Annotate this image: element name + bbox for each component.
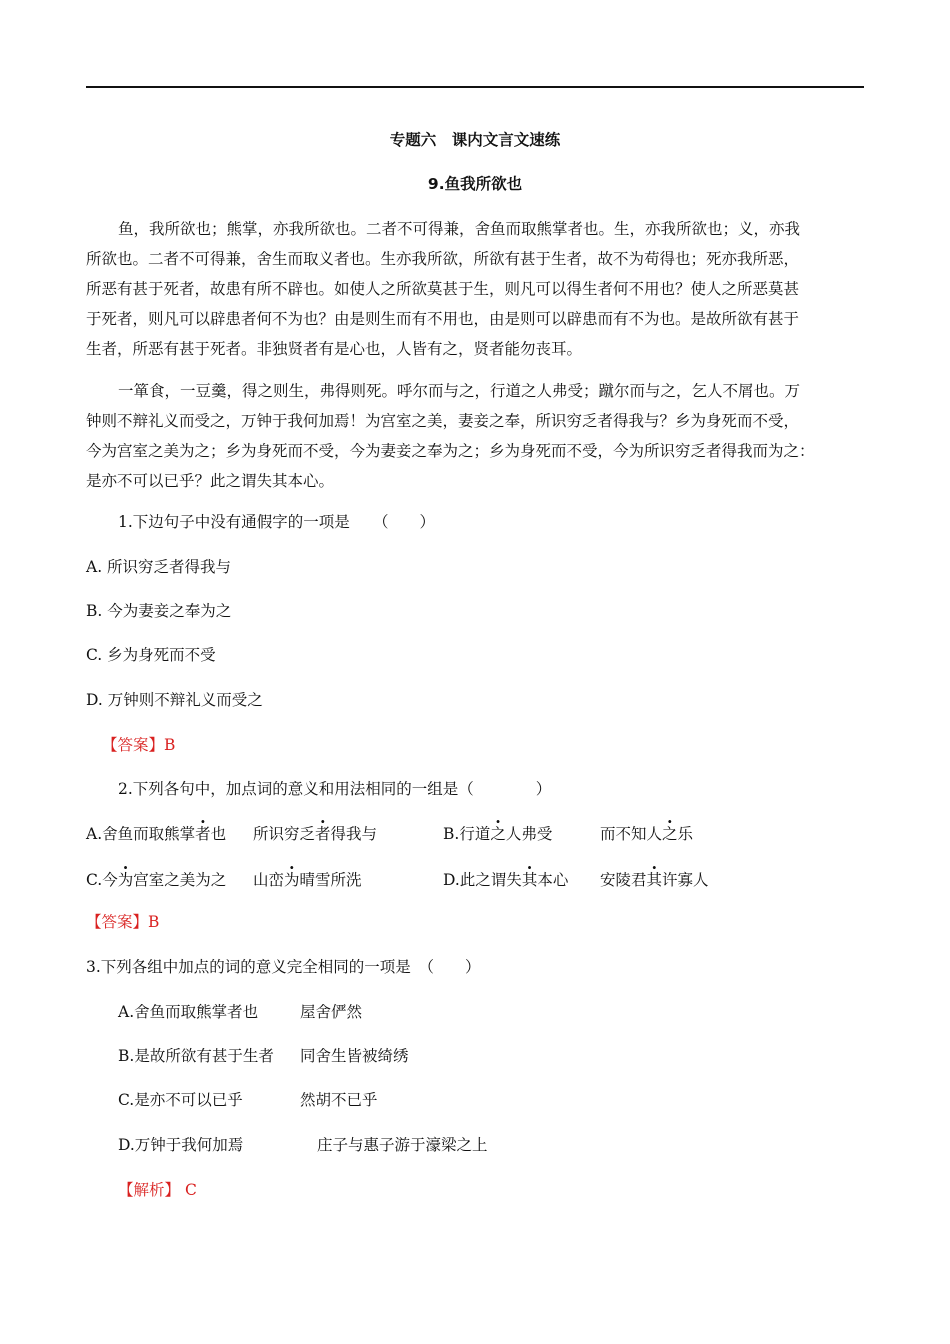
question-2-answer xyxy=(86,912,159,932)
question-3-option-d-right: 庄子与惠子游于濠梁之上 xyxy=(317,1136,488,1154)
question-2-option-a-right: 所识穷乏者得我与 xyxy=(253,825,378,843)
answer-label: 【答案】 xyxy=(86,913,149,931)
dotted-char: 为 xyxy=(117,871,134,889)
answer-value: B xyxy=(148,913,160,931)
question-2-option-d-right: 安陵君其许寡人 xyxy=(600,871,709,889)
question-1-option-c[interactable]: C. 乡为身死而不受 xyxy=(86,646,216,664)
question-3-option-a-left[interactable]: A.舍鱼而取熊掌者也 xyxy=(118,1003,259,1021)
question-3-option-c-left[interactable]: C.是亦不可以已乎 xyxy=(118,1091,243,1109)
passage-line: 一箪食，一豆羹，得之则生，弗得则死。呼尔而与之，行道之人弗受；蹴尔而与之，乞人不屑也。万 xyxy=(118,382,801,400)
passage-line: 所恶有甚于死者，故患有所不辟也。如使人之所欲莫甚于生，则凡可以得生者何不用也？使人之所恶莫甚 xyxy=(86,280,800,298)
analysis-label: 【解析】 xyxy=(118,1181,181,1199)
question-3-option-a-right: 屋舍俨然 xyxy=(300,1003,363,1021)
passage-line: 所欲也。二者不可得兼，舍生而取义者也。生亦我所欲，所欲有甚于生者，故不为苟得也；死亦我所恶， xyxy=(86,250,800,268)
dotted-char: 者 xyxy=(315,825,331,843)
answer-label: 【答案】 xyxy=(102,736,165,754)
dotted-char: 其 xyxy=(521,871,538,889)
question-3-stem: 3.下列各组中加点的词的意义完全相同的一项是 （ ） xyxy=(86,958,481,976)
question-3-option-b-left[interactable]: B.是故所欲有甚于生者 xyxy=(118,1047,274,1065)
question-2-option-c-left[interactable]: C.今为宫室之美为之 xyxy=(86,871,227,889)
question-3-analysis xyxy=(118,1180,197,1200)
question-1-stem: 1.下边句子中没有通假字的一项是 （ ） xyxy=(118,513,436,531)
header-rule xyxy=(86,86,864,88)
passage-line: 生者，所恶有甚于死者。非独贤者有是心也，人皆有之，贤者能勿丧耳。 xyxy=(86,340,583,358)
question-2-option-b-right: 而不知人之乐 xyxy=(600,825,694,843)
passage-line: 鱼，我所欲也；熊掌，亦我所欲也。二者不可得兼，舍鱼而取熊掌者也。生，亦我所欲也；义，亦我 xyxy=(118,220,801,238)
answer-value: B xyxy=(164,736,176,754)
question-2-option-c-right: 山峦为晴雪所洗 xyxy=(253,871,362,889)
section-title: 9.鱼我所欲也 xyxy=(427,175,523,193)
passage-line: 于死者，则凡可以辟患者何不为也？由是则生而有不用也，由是则可以辟患而有不为也。是故所欲有甚于 xyxy=(86,310,800,328)
question-3-option-b-right: 同舍生皆被绮绣 xyxy=(300,1047,409,1065)
passage-line: 钟则不辩礼义而受之，万钟于我何加焉！为宫室之美，妻妾之奉，所识穷乏者得我与？乡为身死而不受， xyxy=(86,412,800,430)
question-1-option-b[interactable]: B. 今为妻妾之奉为之 xyxy=(86,602,232,620)
question-3-option-c-right: 然胡不已乎 xyxy=(300,1091,378,1109)
dotted-char: 之 xyxy=(490,825,506,843)
question-1-option-d[interactable]: D. 万钟则不辩礼义而受之 xyxy=(86,691,263,709)
dotted-char: 为 xyxy=(284,871,300,889)
question-2-option-b-left[interactable]: B.行道之人弗受 xyxy=(443,825,553,843)
dotted-char: 之 xyxy=(662,825,678,843)
page-title: 专题六 课内文言文速练 xyxy=(389,131,561,149)
question-3-option-d-left[interactable]: D.万钟于我何加焉 xyxy=(118,1136,244,1154)
dotted-char: 者 xyxy=(195,825,211,843)
passage-line: 是亦不可以已乎？此之谓失其本心。 xyxy=(86,472,335,490)
passage-line: 今为宫室之美为之；乡为身死而不受，今为妻妾之奉为之；乡为身死而不受，今为所识穷乏者得我而为之： xyxy=(86,442,815,460)
question-2-option-a-left[interactable]: A.舍鱼而取熊掌者也 xyxy=(86,825,227,843)
question-2-option-d-left[interactable]: D.此之谓失其本心 xyxy=(443,871,569,889)
question-2-stem: 2.下列各句中，加点词的意义和用法相同的一组是（ ） xyxy=(118,780,552,798)
dotted-char: 其 xyxy=(646,871,663,889)
question-1-option-a[interactable]: A. 所识穷乏者得我与 xyxy=(86,558,232,576)
answer-value: C xyxy=(184,1181,197,1199)
question-1-answer xyxy=(102,735,175,755)
